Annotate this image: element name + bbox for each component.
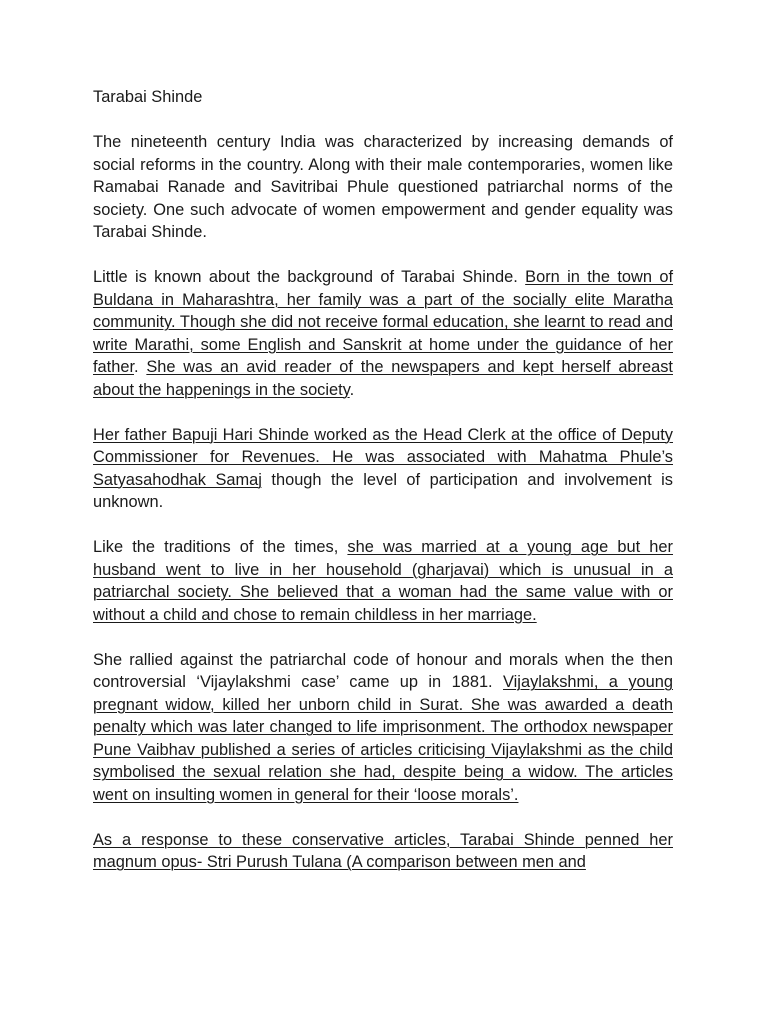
document-body — [93, 86, 673, 896]
paragraph-vijaylakshmi-case — [93, 649, 673, 807]
paragraph-text: . — [134, 358, 147, 376]
paragraph-text: . — [349, 380, 355, 399]
paragraph-intro — [93, 131, 673, 244]
underlined-text: She was an avid reader of the newspapers and kept herself abreast about the happenings in the society — [93, 358, 673, 399]
paragraph-text: Little is known about the background of Tarabai Shinde. — [93, 268, 526, 286]
underlined-text: she was married at a young age but her husband went to live in her household (gharjavai) which is unusual in a patriarchal society. She believed that a woman had the same value with or without a child and chose to remain childless in her marriage. — [93, 538, 673, 624]
underlined-text: Her father Bapuji Hari Shinde worked as the Head Clerk at the office of Deputy Commissioner for Revenues. He was associated with Mahatma Phule’s Satyasahodhak Samaj — [93, 425, 673, 489]
paragraph-marriage — [93, 536, 673, 626]
underlined-text: Born in the town of Buldana in Maharashtra, her family was a part of the socially elite Maratha community. Though she did not receive formal education, she learnt to read and write Marathi, some English and Sanskrit at home under the guidance of her father — [93, 268, 674, 376]
underlined-text: Vijaylakshmi, a young pregnant widow, killed her unborn child in Surat. She was awarded a death penalty which was later changed to life imprisonment. The orthodox newspaper Pune Vaibhav published a series of articles criticising Vijaylakshmi as the child symbolised the sexual relation she had, despite being a widow. The articles went on insulting women in general for their ‘loose morals’. — [93, 673, 673, 804]
underlined-text: As a response to these conservative articles, Tarabai Shinde penned her magnum opus- Stri Purush Tulana (A comparison between men and — [93, 830, 673, 871]
paragraph-text: though the level of participation and involvement is unknown. — [93, 470, 673, 511]
paragraph-father — [93, 424, 673, 514]
paragraph-text: She rallied against the patriarchal code of honour and morals when the then controversial ‘Vijaylakshmi case’ came up in 1881. — [93, 650, 673, 691]
paragraph-text: Like the traditions of the times, — [93, 538, 348, 556]
document-title: Tarabai Shinde — [93, 88, 203, 106]
paragraph-text: The nineteenth century India was characterized by increasing demands of social reforms in the country. Along with their male contemporaries, women like Ramabai Ranade and Savitribai Phule questioned patriarchal norms of the society. One such advocate of women empowerment and gender equality was Tarabai Shinde. — [93, 133, 673, 241]
paragraph-response — [93, 829, 673, 874]
paragraph-background — [93, 266, 673, 401]
